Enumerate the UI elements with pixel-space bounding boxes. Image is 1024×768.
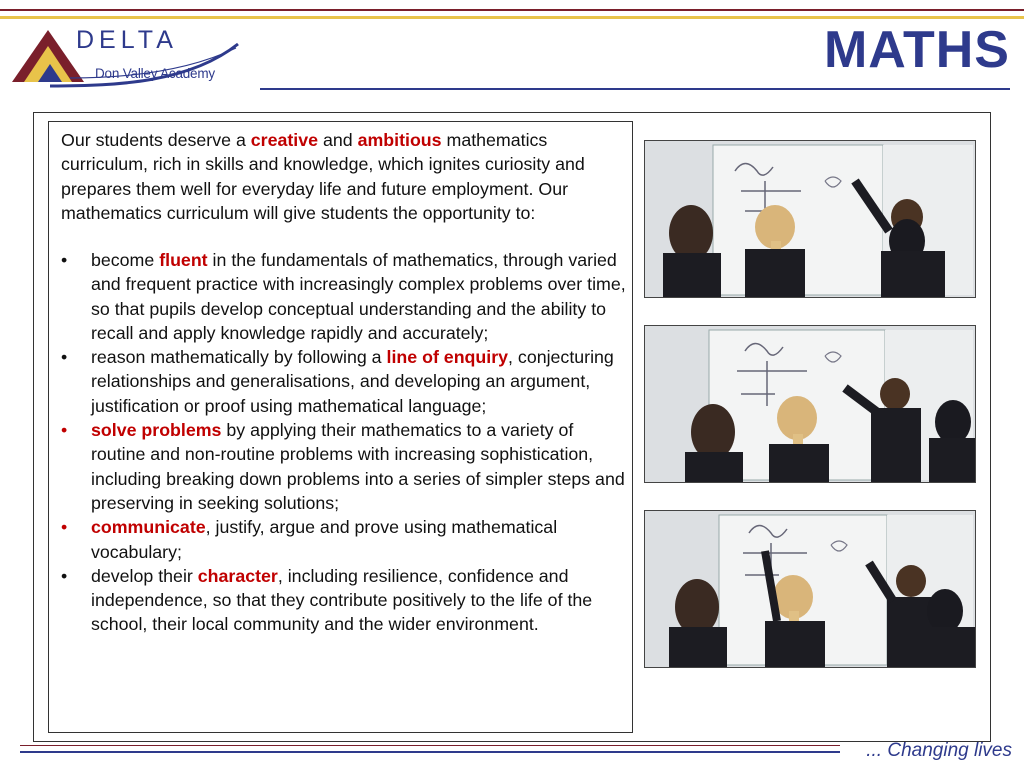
highlight-character: character [197,565,278,586]
item-text: , including resilience, confidence and independence, so that they contribute positively to the life of the school, their local community and the wider environment. [91,565,593,635]
logo-wordmark: DELTA [76,26,178,54]
item-text: develop their [91,565,198,586]
item-text: become [91,250,160,270]
highlight-line-of-enquiry: line of enquiry [386,347,509,368]
highlight-solve-problems: solve problems [91,420,222,441]
header-maroon-line [0,9,1024,11]
header-rule [260,88,1010,90]
list-item [61,564,626,637]
bullet-marker: • [61,420,68,441]
item-text: in the fundamentals of mathematics, through varied and frequent practice with increasingly complex problems over time, so that pupils develop conceptual understanding and the ability to recall and apply knowledge rapidly and accurately; [91,250,626,343]
bullet-marker: • [61,347,68,368]
classroom-photo-1 [644,140,976,298]
intro-text-2: and [318,130,358,150]
curriculum-list [61,248,626,637]
footer-maroon-line [20,745,840,746]
intro-text-3: mathematics curriculum, rich in skills and knowledge, which ignites curiosity and prepares them well for everyday life and future employment. Our mathematics curriculum will give students the opportunity to: [61,130,585,223]
intro-paragraph [61,128,626,225]
bullet-marker: • [61,517,68,538]
list-item [61,345,626,418]
item-text: by applying their mathematics to a variety of routine and non-routine problems with increasing sophistication, including breaking down problems into a series of simpler steps and preserving in seeking solutions; [91,420,625,513]
students-whiteboard-image [645,326,976,483]
header-gold-line [0,16,1024,19]
logo-subtitle: Don Valley Academy [95,66,215,81]
list-item [61,418,626,515]
students-whiteboard-image [645,141,976,298]
highlight-communicate: communicate [91,517,206,538]
bullet-marker: • [61,565,68,586]
intro-text-1: Our students deserve a [61,130,251,150]
highlight-creative: creative [250,130,319,150]
classroom-photo-2 [644,325,976,483]
highlight-fluent: fluent [159,250,208,270]
footer-tagline: ... Changing lives [866,740,1012,761]
page-title: MATHS [823,21,1010,79]
item-text: , justify, argue and prove using mathematical vocabulary; [91,517,558,562]
students-whiteboard-image [645,511,976,668]
item-text: , conjecturing relationships and generalisations, and developing an argument, justification or proof using mathematical language; [91,347,614,416]
list-item [61,248,626,345]
classroom-photo-3 [644,510,976,668]
bullet-marker: • [61,250,68,270]
list-item [61,515,626,564]
highlight-ambitious: ambitious [357,130,442,150]
item-text: reason mathematically by following a [91,347,387,368]
footer-blue-line [20,751,840,753]
